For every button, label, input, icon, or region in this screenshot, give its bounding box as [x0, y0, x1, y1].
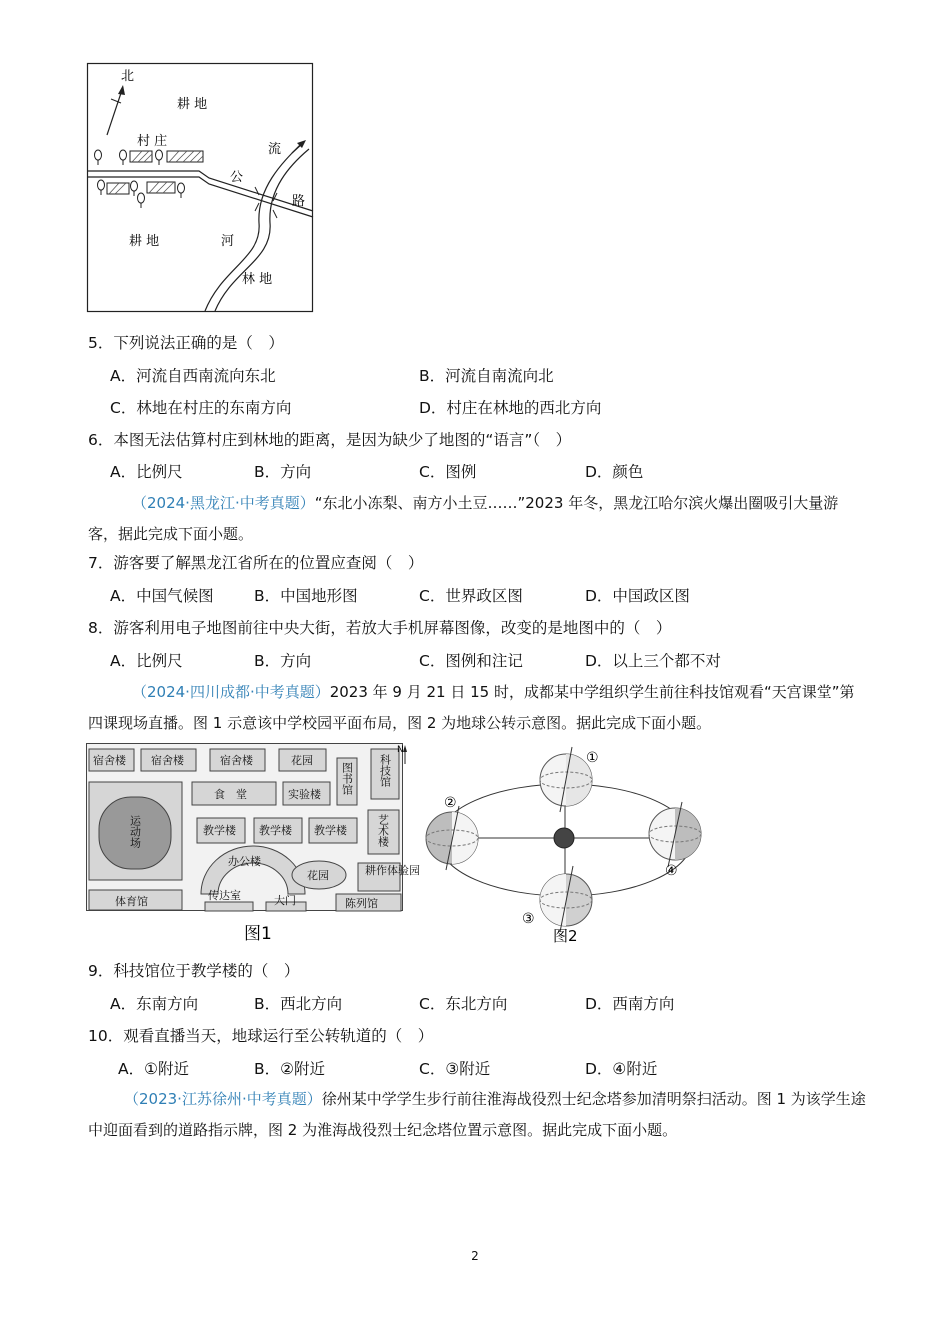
map-village-label: 村 庄	[137, 134, 168, 149]
intro-heilongjiang	[88, 488, 868, 550]
lab-label: 实验楼	[288, 788, 321, 801]
q6-option-b[interactable]: B．方向	[254, 463, 312, 481]
guard-label: 传达室	[208, 889, 241, 902]
map-river-label: 河	[221, 234, 235, 249]
q8-option-c[interactable]: C．图例和注记	[419, 652, 523, 670]
q6-option-a[interactable]: A．比例尺	[110, 463, 183, 481]
fig2-caption: 图2	[553, 927, 578, 945]
q5-option-b[interactable]: B．河流自南流向北	[419, 367, 554, 385]
dorm1-label: 宿舍楼	[93, 754, 126, 767]
question-8: 8．游客利用电子地图前往中央大街，若放大手机屏幕图像，改变的是地图中的（ ）	[88, 619, 672, 637]
question-6: 6．本图无法估算村庄到林地的距离，是因为缺少了地图的“语言”（ ）	[88, 431, 572, 449]
dorm3-label: 宿舍楼	[220, 754, 253, 767]
q6-option-d[interactable]: D．颜色	[585, 463, 644, 481]
guard-room	[205, 902, 253, 911]
q9-option-b[interactable]: B．西北方向	[254, 995, 343, 1013]
question-5: 5．下列说法正确的是（ ）	[88, 334, 284, 352]
q7-option-d[interactable]: D．中国政区图	[585, 587, 690, 605]
intro1-source: （2024·黑龙江·中考真题）	[132, 494, 315, 512]
q9-option-c[interactable]: C．东北方向	[419, 995, 508, 1013]
earth-position-2	[426, 806, 478, 870]
position-4-label: ④	[665, 863, 678, 879]
q8-option-d[interactable]: D．以上三个都不对	[585, 652, 721, 670]
earth-revolution-figure	[422, 742, 712, 947]
page-number: 2	[471, 1249, 479, 1263]
q8-option-a[interactable]: A．比例尺	[110, 652, 183, 670]
campus-layout-figure	[86, 742, 420, 947]
garden2-label: 花园	[307, 869, 329, 882]
map-road-gong-label: 公	[230, 170, 244, 185]
q9-option-d[interactable]: D．西南方向	[585, 995, 675, 1013]
teach3-label: 教学楼	[314, 824, 347, 837]
village-river-map	[87, 63, 314, 313]
map-road-lu-label: 路	[292, 194, 306, 209]
intro2-text: 2023 年 9 月 21 日 15 时，成都某中学组织学生前往科技馆观看“天宫课堂”第四课现场直播。图 1 示意该中学校园平面布局，图 2 为地球公转示意图。据此完成下面小题。	[88, 683, 855, 732]
earth-position-1	[540, 747, 592, 812]
q10-option-a[interactable]: A．①附近	[118, 1060, 189, 1078]
question-9: 9．科技馆位于教学楼的（ ）	[88, 962, 300, 980]
farming-label: 耕作体验园	[365, 864, 420, 877]
q10-option-b[interactable]: B．②附近	[254, 1060, 326, 1078]
art-label: 艺术楼	[376, 814, 390, 847]
position-2-label: ②	[444, 795, 457, 811]
position-1-label: ①	[586, 750, 599, 766]
intro3-source: （2023·江苏徐州·中考真题）	[124, 1090, 322, 1108]
sports-label: 运动场	[128, 815, 142, 848]
gate-label: 大门	[274, 894, 296, 907]
sun	[554, 828, 574, 848]
q10-option-c[interactable]: C．③附近	[419, 1060, 491, 1078]
earth-position-3	[540, 866, 592, 932]
garden1-label: 花园	[291, 754, 313, 767]
exhibit-label: 陈列馆	[345, 897, 378, 910]
position-3-label: ③	[522, 911, 535, 927]
intro2-source: （2024·四川成都·中考真题）	[132, 683, 330, 701]
office-label: 办公楼	[228, 855, 261, 868]
map-farmland-label: 耕 地	[177, 97, 208, 112]
canteen-label: 食 堂	[214, 788, 247, 801]
fig1-caption: 图1	[244, 924, 272, 944]
q5-option-d[interactable]: D．村庄在林地的西北方向	[419, 399, 602, 417]
q8-option-b[interactable]: B．方向	[254, 652, 312, 670]
q7-option-c[interactable]: C．世界政区图	[419, 587, 523, 605]
question-10: 10．观看直播当天，地球运行至公转轨道的（ ）	[88, 1027, 434, 1045]
map-forest-label: 林 地	[242, 272, 273, 287]
intro-xuzhou	[88, 1084, 868, 1146]
intro-chengdu	[88, 677, 868, 739]
scitech-label: 科技馆	[378, 754, 392, 787]
teach2-label: 教学楼	[259, 824, 292, 837]
q5-option-a[interactable]: A．河流自西南流向东北	[110, 367, 276, 385]
map-north-label: 北	[121, 69, 135, 84]
q10-option-d[interactable]: D．④附近	[585, 1060, 658, 1078]
gym-label: 体育馆	[115, 895, 148, 908]
q7-option-a[interactable]: A．中国气候图	[110, 587, 214, 605]
dorm2-label: 宿舍楼	[151, 754, 184, 767]
library-label: 图书馆	[340, 762, 354, 795]
q5-option-c[interactable]: C．林地在村庄的东南方向	[110, 399, 292, 417]
earth-position-4	[649, 802, 701, 867]
q6-option-c[interactable]: C．图例	[419, 463, 477, 481]
intro1-text: “东北小冻梨、南方小土豆……”2023 年冬，黑龙江哈尔滨火爆出圈吸引大量游客，据此完成下面小题。	[88, 494, 839, 543]
teach1-label: 教学楼	[203, 824, 236, 837]
question-7: 7．游客要了解黑龙江省所在的位置应查阅（ ）	[88, 554, 424, 572]
intro3-text: 徐州某中学学生步行前往淮海战役烈士纪念塔参加清明祭扫活动。图 1 为该学生途中迎面看到的道路指示牌，图 2 为淮海战役烈士纪念塔位置示意图。据此完成下面小题。	[88, 1090, 866, 1139]
fig1-north-label: N	[397, 745, 404, 755]
map-flow-label: 流	[268, 142, 282, 157]
map-farmland2-label: 耕 地	[129, 234, 160, 249]
q9-option-a[interactable]: A．东南方向	[110, 995, 199, 1013]
q7-option-b[interactable]: B．中国地形图	[254, 587, 358, 605]
